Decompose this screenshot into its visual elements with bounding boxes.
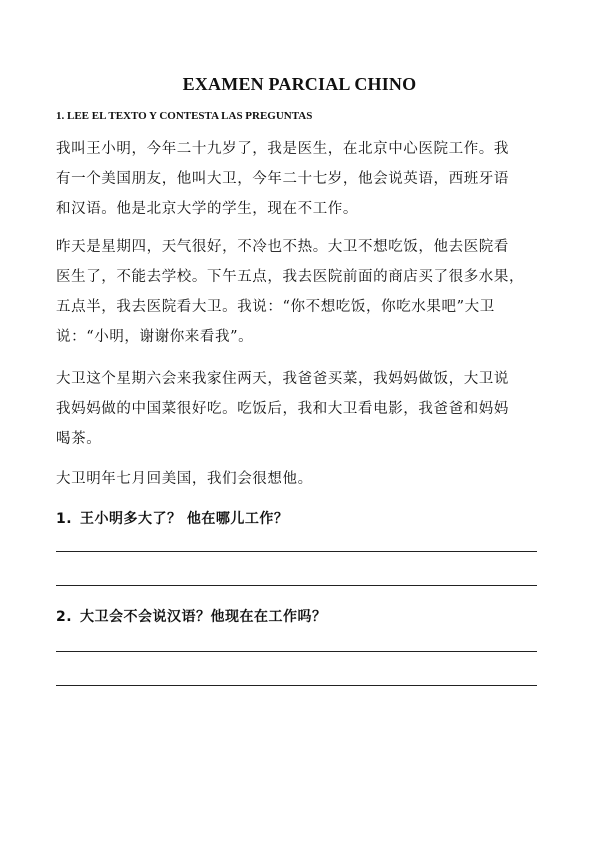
paragraph-line: 五点半，我去医院看大卫。我说：“你不想吃饭，你吃水果吧”大卫 <box>56 299 495 315</box>
question-number: 1. <box>56 511 73 527</box>
question-text: 王小明多大了？ 他在哪儿工作？ <box>80 511 289 527</box>
question-number: 2. <box>56 609 73 625</box>
paragraph-line: 大卫明年七月回美国，我们会很想他。 <box>56 471 313 487</box>
answer-line[interactable] <box>56 551 537 552</box>
answer-line[interactable] <box>56 585 537 586</box>
paragraph-line: 医生了，不能去学校。下午五点，我去医院前面的商店买了很多水果， <box>56 269 525 285</box>
paragraph-line: 大卫这个星期六会来我家住两天，我爸爸买菜，我妈妈做饭，大卫说 <box>56 371 509 387</box>
reading-paragraph-4 <box>56 464 546 494</box>
paragraph-line: 我叫王小明，今年二十九岁了，我是医生，在北京中心医院工作。我 <box>56 141 509 157</box>
exam-title: EXAMEN PARCIAL CHINO <box>182 74 417 94</box>
question-2 <box>56 606 327 626</box>
reading-paragraph-1 <box>56 134 546 224</box>
paragraph-line: 有一个美国朋友，他叫大卫，今年二十七岁，他会说英语，西班牙语 <box>56 171 509 187</box>
section-heading: 1. LEE EL TEXTO Y CONTESTA LAS PREGUNTAS <box>56 110 313 122</box>
paragraph-line: 我妈妈做的中国菜很好吃。吃饭后，我和大卫看电影，我爸爸和妈妈 <box>56 401 509 417</box>
paragraph-line: 和汉语。他是北京大学的学生，现在不工作。 <box>56 201 358 217</box>
paragraph-line: 昨天是星期四，天气很好，不冷也不热。大卫不想吃饭，他去医院看 <box>56 239 509 255</box>
paragraph-line: 喝茶。 <box>56 431 102 447</box>
answer-line[interactable] <box>56 685 537 686</box>
question-1 <box>56 508 288 528</box>
reading-paragraph-2 <box>56 232 546 352</box>
paragraph-line: 说：“小明，谢谢你来看我”。 <box>56 329 254 345</box>
answer-line[interactable] <box>56 651 537 652</box>
reading-paragraph-3 <box>56 364 546 454</box>
question-text: 大卫会不会说汉语？他现在在工作吗？ <box>80 609 327 625</box>
